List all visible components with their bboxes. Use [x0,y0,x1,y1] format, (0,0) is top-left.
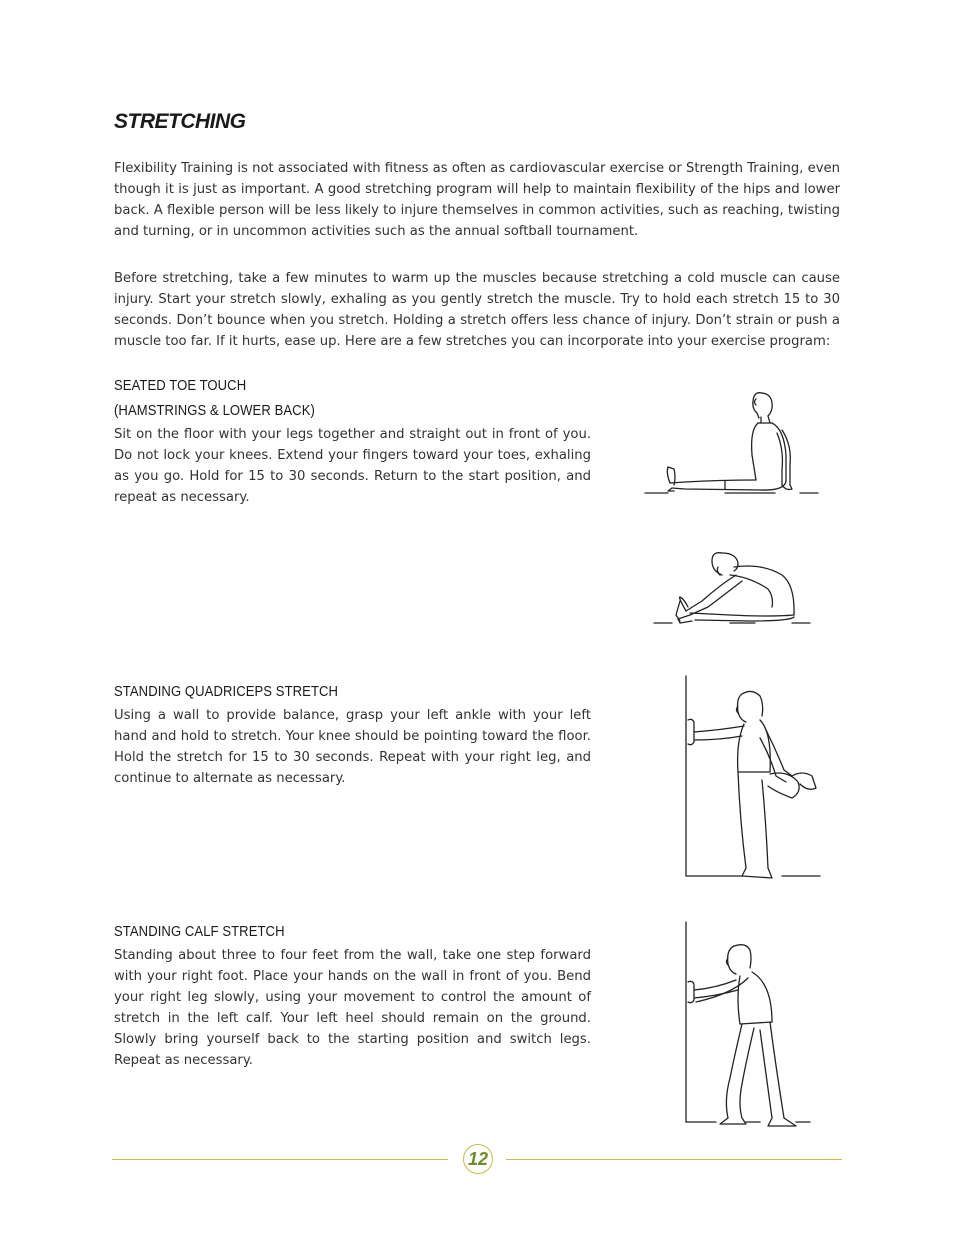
page-number: 12 [463,1144,493,1174]
calf-stretch-body: Standing about three to four feet from the wall, take one step forward with your right foot. Place your hands on the wall in front of you. Bend your right leg slowly, using your movement to control the amount of stretch in the left calf. Your left heel should remain on the ground. Slowly bring yourself back to the starting position and switch legs. Repeat as necessary. [114,948,591,1068]
seated-toe-touch-body: Sit on the floor with your legs together and straight out in front of you. Do not lock your knees. Extend your fingers toward your toes, exhaling as you go. Hold for 15 to 30 seconds. Return to the start position, and repeat as necessary. [114,427,591,505]
intro-paragraph-1: Flexibility Training is not associated with fitness as often as cardiovascular exercise or Strength Training, even though it is just as important. A good stretching program will help to maintain flexibility of the hips and lower back. A flexible person will be less likely to injure themselves in common activities, such as reaching, twisting and turning, or in uncommon activities such as the annual softball tournament. [114,161,840,239]
quadriceps-stretch-body: Using a wall to provide balance, grasp your left ankle with your left hand and hold to stretch. Your knee should be pointing toward the floor. Hold the stretch for 15 to 30 seconds. Repeat with your right leg, and continue to alternate as necessary. [114,708,591,786]
seated-toe-touch-heading: SEATED TOE TOUCH [114,378,247,394]
intro-paragraph-2: Before stretching, take a few minutes to warm up the muscles because stretching a cold muscle can cause injury. Start your stretch slowly, exhaling as you gently stretch the muscle. Try to hold each stretch 15 to 30 seconds. Don’t bounce when you stretch. Holding a stretch offers less chance of injury. Don’t strain or push a muscle too far. If it hurts, ease up. Here are a few stretches you can incorporate into your exercise program: [114,271,840,349]
calf-stretch-heading: STANDING CALF STRETCH [114,924,285,940]
footer-rule-right [506,1159,842,1160]
quadriceps-stretch-figure-icon [680,672,830,887]
seated-toe-touch-subheading: (HAMSTRINGS & LOWER BACK) [114,403,315,419]
seated-upright-figure-icon [640,385,825,500]
quadriceps-stretch-heading: STANDING QUADRICEPS STRETCH [114,684,339,700]
seated-toe-touch-figure-icon [650,545,815,630]
calf-stretch-figure-icon [680,918,820,1138]
footer-rule-left [112,1159,448,1160]
page-title: STRETCHING [114,110,246,133]
